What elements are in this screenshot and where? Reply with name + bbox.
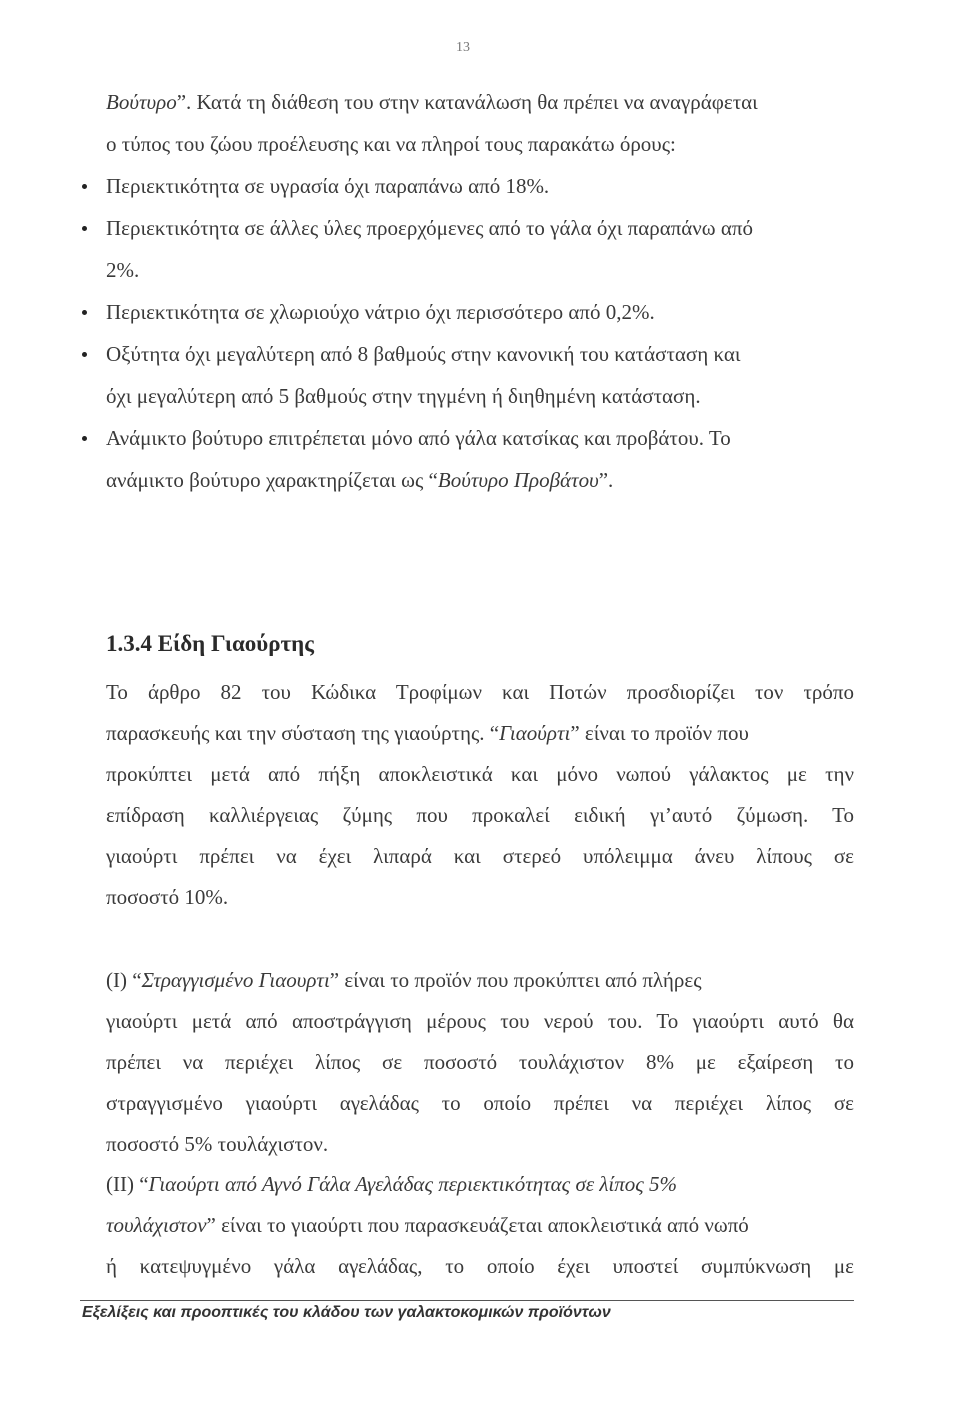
italic-term: Γιαούρτι [499, 721, 571, 745]
text-span: Ανάμικτο βούτυρο επιτρέπεται μόνο από γάλα κατσίκας και προβάτου. Το [106, 426, 731, 450]
text-span: (ΙΙ) “ [106, 1172, 149, 1196]
bullet-item: Περιεκτικότητα σε υγρασία όχι παραπάνω από 18%. [106, 174, 550, 198]
bullet-item [106, 214, 854, 242]
page-footer: Εξελίξεις και προοπτικές του κλάδου των γαλακτοκομικών προϊόντων [82, 1304, 611, 1321]
bullet-icon [82, 352, 87, 357]
text-line: ο τύπος του ζώου προέλευσης και να πληροί τους παρακάτω όρους: [106, 132, 676, 156]
italic-term: τουλάχιστον [106, 1213, 207, 1237]
paragraph-line: ποσοστό 5% τουλάχιστον. [106, 1132, 329, 1156]
text-span: ” είναι το γιαούρτι που παρασκευάζεται αποκλειστικά από νωπό [206, 1213, 749, 1237]
footer-divider [80, 1300, 854, 1301]
bullet-icon [82, 184, 87, 189]
paragraph-line: επίδραση καλλιέργειας ζύμης που προκαλεί ειδική γι’αυτό ζύμωση. Το [106, 803, 854, 827]
bullet-item [106, 340, 854, 368]
text-span: Οξύτητα όχι μεγαλύτερη από 8 βαθμούς στην κανονική του κατάσταση και [106, 342, 741, 366]
text-span: ”. [598, 468, 614, 492]
bullet-continuation: όχι μεγαλύτερη από 5 βαθμούς στην τηγμένη ή διηθημένη κατάσταση. [106, 384, 701, 408]
bullet-continuation: 2%. [106, 258, 140, 282]
text-span: Περιεκτικότητα σε άλλες ύλες προερχόμενες από το γάλα όχι παραπάνω από [106, 216, 753, 240]
paragraph-line [106, 719, 854, 747]
paragraph-line: Το άρθρο 82 του Κώδικα Τροφίμων και Ποτών προσδιορίζει τον τρόπο [106, 680, 854, 704]
paragraph-line: προκύπτει μετά από πήξη αποκλειστικά και μόνο νωπού γάλακτος με την [106, 762, 854, 786]
bullet-continuation [106, 466, 613, 494]
paragraph-line: ποσοστό 10%. [106, 885, 229, 909]
paragraph-line: ή κατεψυγμένο γάλα αγελάδας, το οποίο έχει υποστεί συμπύκνωση με [106, 1254, 854, 1278]
bullet-item [106, 424, 854, 452]
bullet-icon [82, 310, 87, 315]
text-span [106, 1211, 749, 1239]
text-span: παρασκευής και την σύσταση της γιαούρτης. “ [106, 721, 500, 745]
text-span: ανάμικτο βούτυρο χαρακτηρίζεται ως “ [106, 468, 438, 492]
italic-term: Βούτυρο Προβάτου [437, 468, 599, 492]
paragraph-line [106, 1170, 854, 1198]
section-heading: 1.3.4 Είδη Γιαούρτης [106, 631, 314, 656]
paragraph-line: πρέπει να περιέχει λίπος σε ποσοστό τουλάχιστον 8% με εξαίρεση το [106, 1050, 854, 1074]
paragraph-line: γιαούρτι μετά από αποστράγγιση μέρους του νερού του. Το γιαούρτι αυτό θα [106, 1009, 854, 1033]
italic-term: Βούτυρο [106, 90, 177, 114]
text-span [106, 966, 702, 994]
text-span: ” είναι το προϊόν που [570, 721, 749, 745]
bullet-icon [82, 436, 87, 441]
italic-term: Στραγγισμένο Γιαουρτι [141, 968, 330, 992]
paragraph-line [106, 1211, 854, 1239]
page-number: 13 [456, 40, 470, 55]
paragraph-line: στραγγισμένο γιαούρτι αγελάδας το οποίο πρέπει να περιέχει λίπος σε [106, 1091, 854, 1115]
text-line [106, 88, 758, 116]
text-span: ” είναι το προϊόν που προκύπτει από πλήρες [329, 968, 702, 992]
bullet-item: Περιεκτικότητα σε χλωριούχο νάτριο όχι περισσότερο από 0,2%. [106, 300, 655, 324]
bullet-icon [82, 226, 87, 231]
text-span [106, 1170, 677, 1198]
text-span: ”. Κατά τη διάθεση του στην κατανάλωση θα πρέπει να αναγράφεται [176, 90, 758, 114]
paragraph-line [106, 966, 854, 994]
italic-term: Γιαούρτι από Αγνό Γάλα Αγελάδας περιεκτικότητας σε λίπος 5% [148, 1172, 678, 1196]
text-span: (Ι) “ [106, 968, 142, 992]
paragraph-line: γιαούρτι πρέπει να έχει λιπαρά και στερεό υπόλειμμα άνευ λίπους σε [106, 844, 854, 868]
text-span [106, 719, 749, 747]
